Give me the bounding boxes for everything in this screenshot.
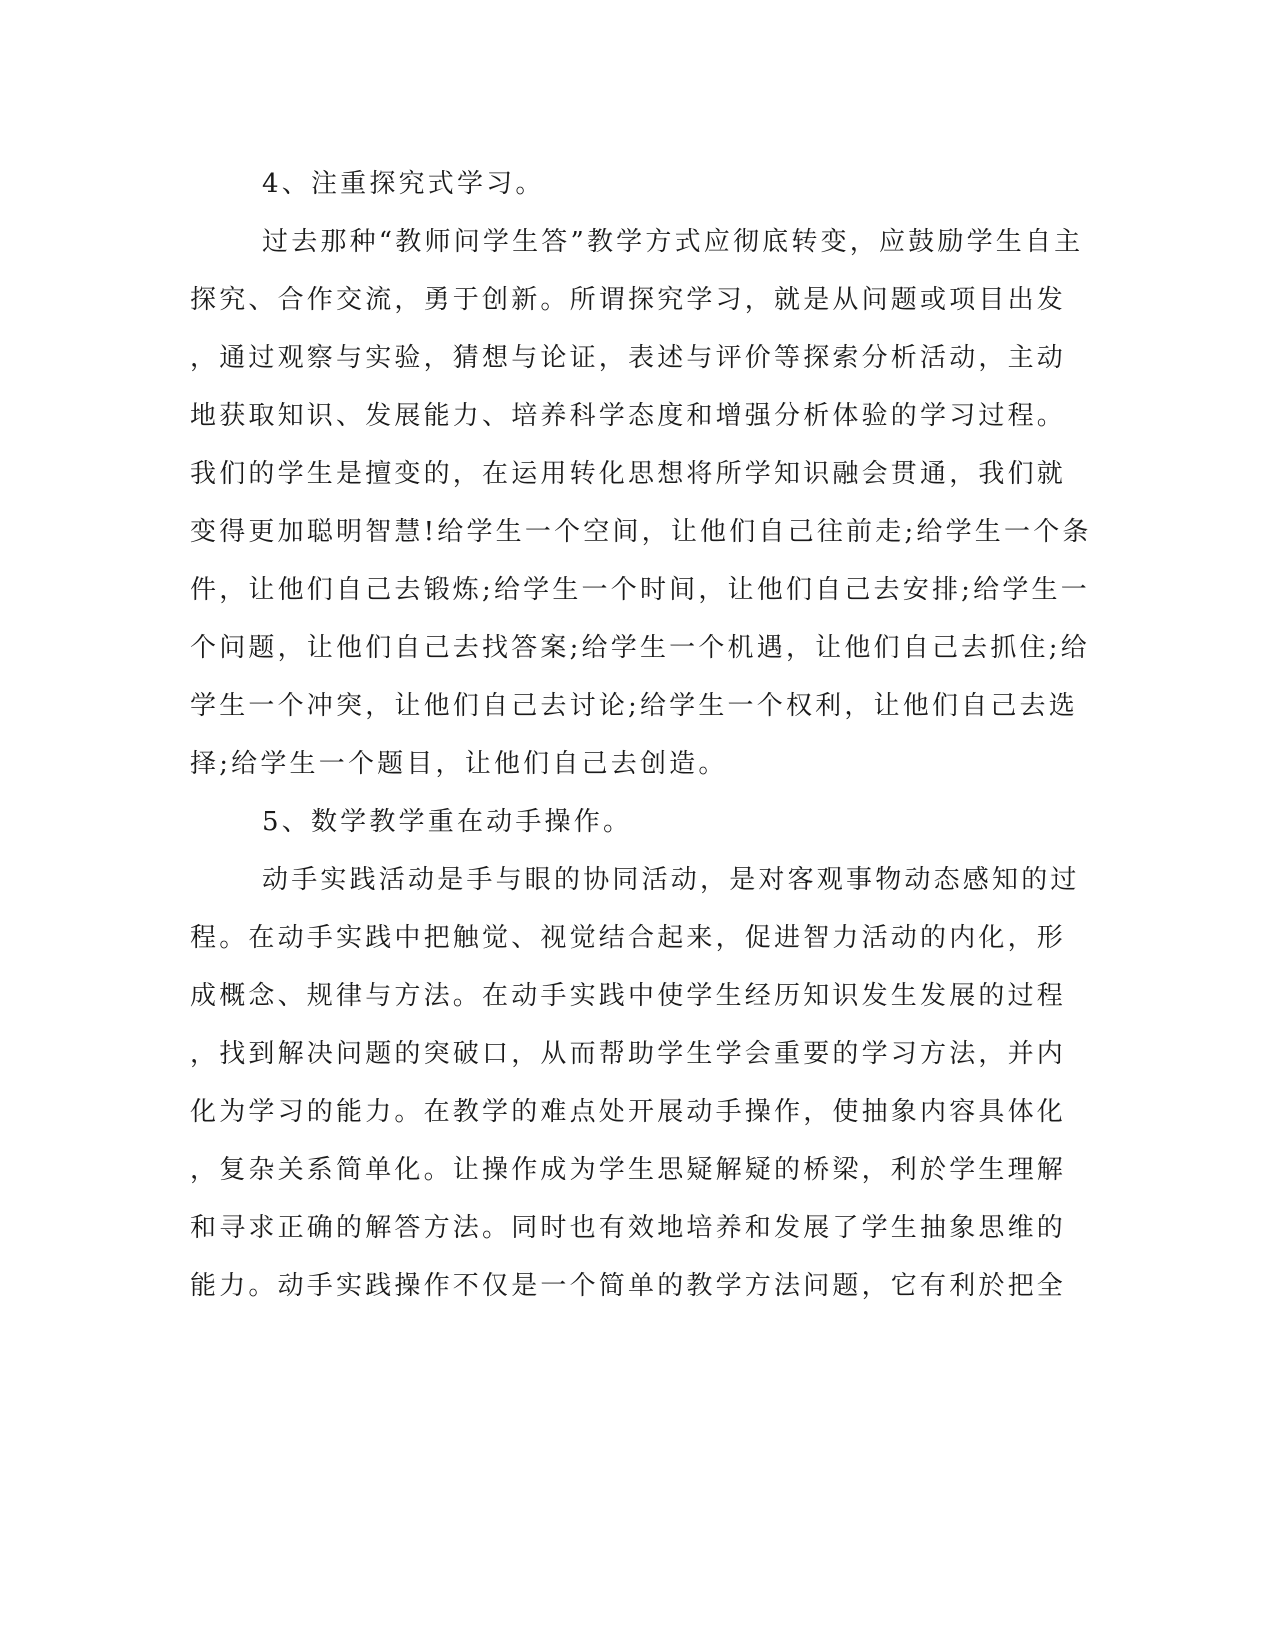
paragraph-line: 变得更加聪明智慧!给学生一个空间，让他们自己往前走;给学生一个条 (190, 517, 1092, 547)
paragraph-line: 能力。动手实践操作不仅是一个简单的教学方法问题，它有利於把全 (190, 1271, 1067, 1301)
paragraph-line: 择;给学生一个题目，让他们自己去创造。 (190, 749, 728, 779)
paragraph-line: 学生一个冲突，让他们自己去讨论;给学生一个权利，让他们自己去选 (190, 691, 1078, 721)
section-heading-4: 4、注重探究式学习。 (262, 169, 545, 199)
paragraph-line: 和寻求正确的解答方法。同时也有效地培养和发展了学生抽象思维的 (190, 1213, 1067, 1243)
paragraph-line: ，通过观察与实验，猜想与论证，表述与评价等探索分析活动，主动 (190, 343, 1067, 373)
paragraph-line: 我们的学生是擅变的，在运用转化思想将所学知识融会贯通，我们就 (190, 459, 1067, 489)
paragraph-line: ，复杂关系简单化。让操作成为学生思疑解疑的桥梁，利於学生理解 (190, 1155, 1067, 1185)
paragraph-line: 地获取知识、发展能力、培养科学态度和增强分析体验的学习过程。 (190, 401, 1067, 431)
paragraph-line: 个问题，让他们自己去找答案;给学生一个机遇，让他们自己去抓住;给 (190, 633, 1090, 663)
paragraph-line: ，找到解决问题的突破口，从而帮助学生学会重要的学习方法，并内 (190, 1039, 1067, 1069)
paragraph-line: 过去那种“教师问学生答”教学方式应彻底转变，应鼓励学生自主 (262, 227, 1084, 257)
paragraph-line: 成概念、规律与方法。在动手实践中使学生经历知识发生发展的过程 (190, 981, 1067, 1011)
paragraph-line: 动手实践活动是手与眼的协同活动，是对客观事物动态感知的过 (262, 865, 1080, 895)
paragraph-line: 件，让他们自己去锻炼;给学生一个时间，让他们自己去安排;给学生一 (190, 575, 1090, 605)
paragraph-line: 探究、合作交流，勇于创新。所谓探究学习，就是从问题或项目出发 (190, 285, 1067, 315)
paragraph-line: 化为学习的能力。在教学的难点处开展动手操作，使抽象内容具体化 (190, 1097, 1067, 1127)
section-heading-5: 5、数学教学重在动手操作。 (262, 807, 633, 837)
paragraph-line: 程。在动手实践中把触觉、视觉结合起来，促进智力活动的内化，形 (190, 923, 1067, 953)
